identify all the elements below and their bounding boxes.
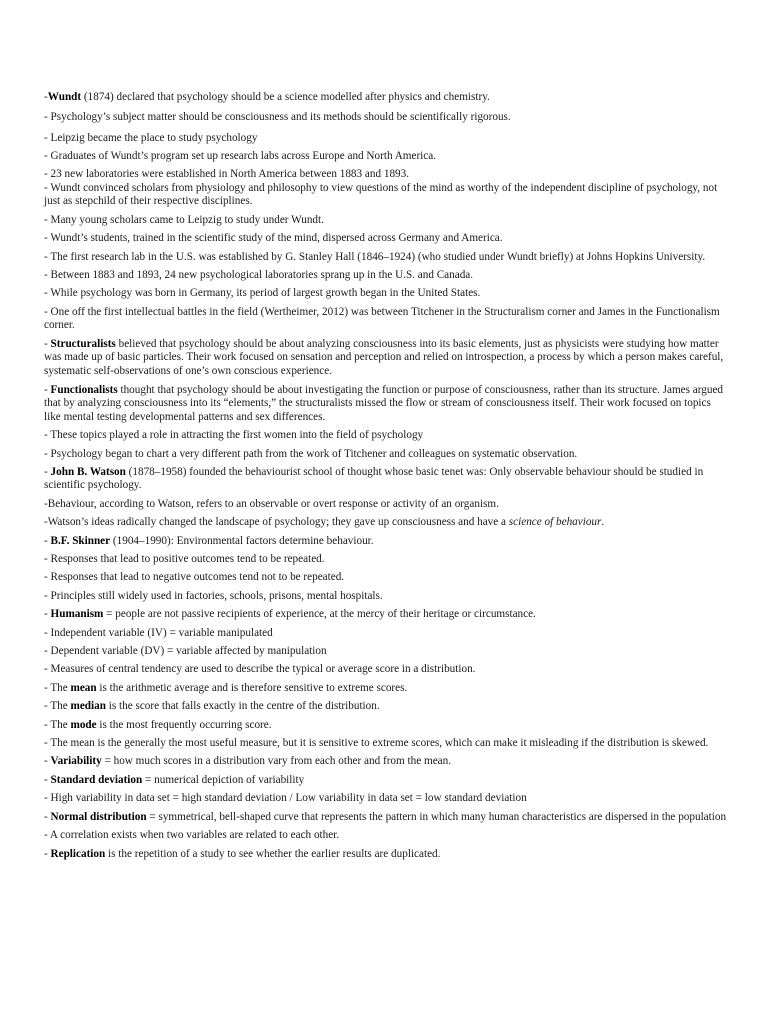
bullet-paragraph (44, 663, 728, 676)
text-run: - Many young scholars came to Leipzig to study under Wundt. (44, 213, 324, 226)
bold-term: Variability (50, 755, 102, 768)
bullet-paragraph (44, 251, 728, 264)
text-run: = people are not passive recipients of experience, at the mercy of their heritage or circumstance. (103, 608, 536, 621)
bullet-paragraph (44, 719, 728, 732)
bullet-paragraph (44, 811, 728, 824)
bold-term: mode (70, 718, 97, 731)
text-run: - (44, 91, 48, 103)
text-run: - Leipzig became the place to study psychology (44, 131, 258, 144)
bullet-paragraph (44, 150, 728, 163)
bold-term: Normal distribution (50, 810, 147, 823)
bold-term: Replication (50, 848, 106, 861)
italic-text: science of behaviour (508, 516, 602, 529)
text-run: -Watson’s ideas radically changed the landscape of psychology; they gave up consciousness and have a (44, 516, 509, 529)
bold-term: Functionalists (50, 383, 118, 396)
bullet-paragraph (44, 132, 728, 145)
text-run: - (44, 848, 51, 861)
bullet-paragraph (44, 466, 728, 493)
text-run: - (44, 337, 51, 350)
text-run: = how much scores in a distribution vary from each other and from the mean. (101, 755, 452, 768)
bullet-paragraph (44, 232, 728, 245)
text-run: - (44, 465, 51, 478)
text-run: - Dependent variable (DV) = variable affected by manipulation (44, 645, 327, 657)
text-run: - Psychology’s subject matter should be consciousness and its methods should be scientifically rigorous. (44, 111, 511, 124)
text-run: -Behaviour, according to Watson, refers to an observable or overt response or activity of an organism. (44, 497, 499, 510)
bullet-paragraph (44, 384, 728, 424)
bold-term: John B. Watson (50, 465, 126, 478)
text-run: - A correlation exists when two variables are related to each other. (44, 829, 340, 842)
bullet-paragraph (44, 737, 728, 750)
bold-term: Wundt (47, 91, 82, 103)
bullet-paragraph (44, 700, 728, 713)
text-run: - Wundt convinced scholars from physiology and philosophy to view questions of the mind as worthy of the independent discipline of psychology, not just as stepchild of their respective disciplines. (44, 182, 718, 208)
bullet-paragraph (44, 792, 728, 805)
text-run: - (44, 383, 51, 396)
bullet-paragraph (44, 214, 728, 227)
text-run: - Graduates of Wundt’s program set up research labs across Europe and North America. (44, 150, 437, 163)
text-run: - The (44, 681, 71, 694)
bullet-paragraph (44, 535, 728, 548)
bullet-paragraph (44, 498, 728, 511)
bullet-paragraph (44, 829, 728, 842)
text-run: - Wundt’s students, trained in the scientific study of the mind, dispersed across Germany and America. (44, 232, 503, 245)
bullet-paragraph (44, 182, 728, 209)
bullet-paragraph (44, 590, 728, 603)
text-run: - One off the first intellectual battles in the field (Wertheimer, 2012) was between Titchener in the Structuralism corner and James in the Functionalism corner. (44, 305, 720, 332)
text-run: - The mean is the generally the most useful measure, but it is sensitive to extreme scores, which can make it misleading if the distribution is skewed. (44, 737, 709, 750)
document-page (44, 86, 728, 862)
bullet-paragraph (44, 91, 728, 104)
bullet-paragraph (44, 553, 728, 566)
bullet-paragraph (44, 111, 728, 124)
text-run: - The (44, 700, 71, 713)
text-run: - High variability in data set = high standard deviation / Low variability in data set = low standard deviation (44, 792, 527, 805)
bullet-paragraph (44, 168, 728, 181)
bullet-paragraph (44, 306, 728, 333)
text-run: - Measures of central tendency are used to describe the typical or average score in a distribution. (44, 663, 476, 676)
bullet-paragraph (44, 645, 728, 658)
text-run: is the arithmetic average and is therefore sensitive to extreme scores. (96, 681, 408, 694)
text-run: - While psychology was born in Germany, its period of largest growth began in the United States. (44, 287, 481, 300)
bold-term: median (70, 700, 106, 713)
text-run: = symmetrical, bell-shaped curve that represents the pattern in which many human characteristics are dispersed in the population (146, 810, 727, 823)
text-run: - These topics played a role in attracting the first women into the field of psychology (44, 429, 424, 442)
bold-term: B.F. Skinner (50, 534, 111, 547)
bullet-paragraph (44, 774, 728, 787)
bold-term: mean (70, 681, 97, 694)
text-run: is the most frequently occurring score. (96, 718, 272, 731)
text-run: is the score that falls exactly in the centre of the distribution. (105, 700, 380, 713)
bullet-paragraph (44, 516, 728, 529)
text-run: - Principles still widely used in factories, schools, prisons, mental hospitals. (44, 589, 383, 602)
bullet-paragraph (44, 448, 728, 461)
text-run: is the repetition of a study to see whether the earlier results are duplicated. (105, 848, 441, 861)
bullet-paragraph (44, 429, 728, 442)
text-run: . (601, 516, 605, 529)
text-run: - Independent variable (IV) = variable manipulated (44, 626, 273, 639)
text-run: - Psychology began to chart a very different path from the work of Titchener and colleagues on systematic observation. (44, 447, 578, 460)
text-run: - The (44, 718, 71, 731)
text-run: believed that psychology should be about analyzing consciousness into its basic elements, just as physicists were studying how matter was made up of basic particles. Their work focused on sensation and perception and relied on introspection, a process by which a person makes careful, systematic self-observations of one’s own conscious experience. (44, 337, 724, 377)
bullet-paragraph (44, 682, 728, 695)
text-run: - (44, 534, 51, 547)
bold-term: Standard deviation (50, 773, 143, 786)
text-run: - (44, 773, 51, 786)
bullet-paragraph (44, 287, 728, 300)
text-run: (1874) declared that psychology should be a science modelled after physics and chemistry. (81, 91, 490, 103)
bullet-paragraph (44, 848, 728, 861)
text-run: - Responses that lead to negative outcomes tend not to be repeated. (44, 571, 345, 584)
text-run: - 23 new laboratories were established in North America between 1883 and 1893. (44, 167, 410, 180)
bullet-paragraph (44, 338, 728, 378)
text-run: thought that psychology should be about investigating the function or purpose of consciousness, rather than its structure. James argued that by analyzing consciousness into its “elements,” the structuralists missed the flow or stream of consciousness itself. Their work focused on topics like mental testing developmental patterns and sex differences. (44, 383, 724, 423)
text-run: (1878–1958) founded the behaviourist school of thought whose basic tenet was: Only observable behaviour should be studied in scientific psychology. (44, 465, 704, 492)
text-run: - (44, 755, 51, 768)
text-run: - Responses that lead to positive outcomes tend to be repeated. (44, 552, 325, 565)
text-run: - (44, 608, 51, 621)
text-run: - The first research lab in the U.S. was established by G. Stanley Hall (1846–1924) (who studied under Wundt briefly) at Johns Hopkins University. (44, 250, 706, 263)
bold-term: Structuralists (50, 337, 116, 350)
bullet-paragraph (44, 571, 728, 584)
bold-term: Humanism (50, 608, 104, 621)
text-run: - Between 1883 and 1893, 24 new psychological laboratories sprang up in the U.S. and Canada. (44, 269, 474, 282)
bullet-paragraph (44, 608, 728, 621)
bullet-paragraph (44, 269, 728, 282)
bullet-paragraph (44, 755, 728, 768)
text-run: - (44, 810, 51, 823)
text-run: (1904–1990): Environmental factors determine behaviour. (110, 534, 374, 547)
bullet-paragraph (44, 627, 728, 640)
text-run: = numerical depiction of variability (142, 773, 305, 786)
